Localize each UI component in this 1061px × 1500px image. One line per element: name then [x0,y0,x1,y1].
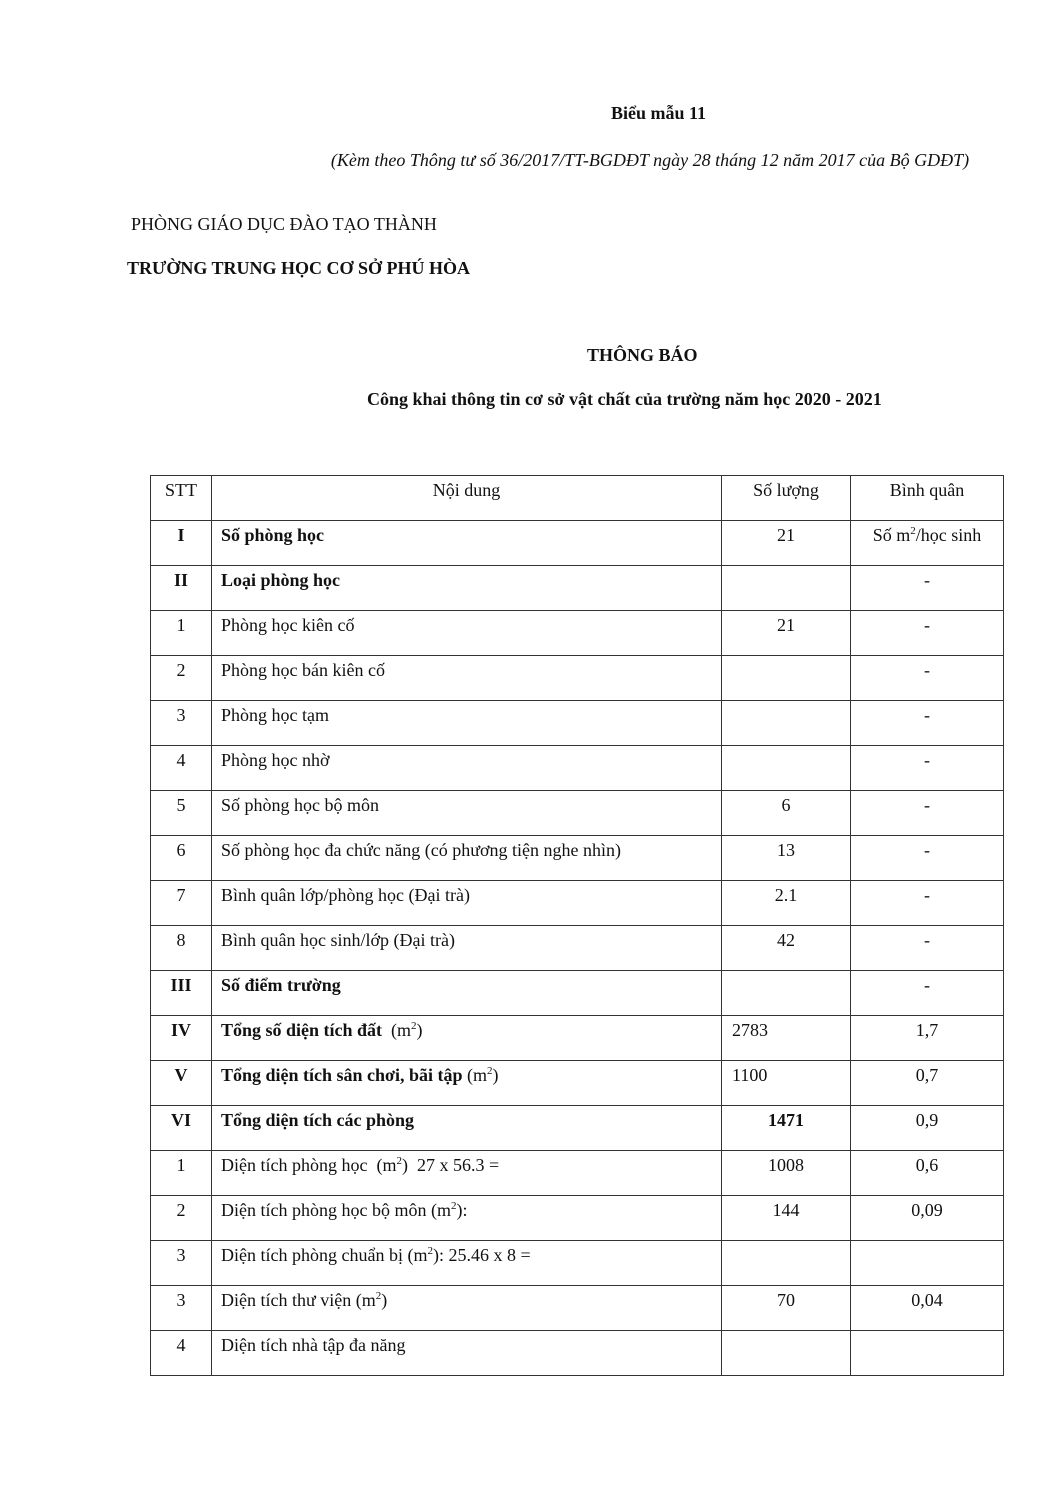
notice-title: THÔNG BÁO [587,345,698,365]
column-header-average: Bình quân [851,476,1004,521]
table-row [151,1241,1004,1286]
row-average: 0,9 [851,1106,1004,1151]
row-stt: 3 [151,701,212,746]
row-stt: 7 [151,881,212,926]
table-row [151,656,1004,701]
table-row [151,1286,1004,1331]
column-header-quantity: Số lượng [722,476,851,521]
row-quantity: 1100 [722,1061,851,1106]
row-content: Bình quân lớp/phòng học (Đại trà) [212,881,722,926]
row-stt: III [151,971,212,1016]
row-stt: 8 [151,926,212,971]
row-quantity: 13 [722,836,851,881]
row-average [851,1241,1004,1286]
row-quantity [722,971,851,1016]
department-name: PHÒNG GIÁO DỤC ĐÀO TẠO THÀNH [131,214,437,234]
row-average: 1,7 [851,1016,1004,1061]
table-row [151,1196,1004,1241]
row-quantity: 144 [722,1196,851,1241]
row-content: Tổng số diện tích đất $(m^2)$ [212,1016,722,1061]
row-stt: 2 [151,1196,212,1241]
row-stt: 1 [151,611,212,656]
row-content: Phòng học kiên cố [212,611,722,656]
row-stt: IV [151,1016,212,1061]
table-row [151,791,1004,836]
row-quantity: 21 [722,521,851,566]
row-content: Số phòng học đa chức năng (có phương tiện nghe nhìn) [212,836,722,881]
table-row [151,611,1004,656]
column-header-content: Nội dung [212,476,722,521]
row-average: 0,04 [851,1286,1004,1331]
row-average: - [851,881,1004,926]
row-content: Diện tích phòng học bộ môn $(m^2)$: [212,1196,722,1241]
row-average: - [851,566,1004,611]
row-stt: 3 [151,1286,212,1331]
row-quantity: 6 [722,791,851,836]
row-content: Số phòng học [212,521,722,566]
row-stt: V [151,1061,212,1106]
row-average: - [851,791,1004,836]
row-average: - [851,701,1004,746]
table-row [151,1106,1004,1151]
row-average [851,1331,1004,1376]
row-stt: 4 [151,746,212,791]
table-row [151,881,1004,926]
row-content: Loại phòng học [212,566,722,611]
row-quantity: 1471 [722,1106,851,1151]
row-stt: 6 [151,836,212,881]
table-row [151,701,1004,746]
row-quantity [722,1241,851,1286]
table-row [151,521,1004,566]
table-header-row [151,476,1004,521]
row-stt: I [151,521,212,566]
form-title: Biểu mẫu 11 [611,103,707,123]
row-quantity [722,656,851,701]
row-quantity: 21 [722,611,851,656]
row-quantity: 2.1 [722,881,851,926]
row-stt: 4 [151,1331,212,1376]
row-content: Phòng học nhờ [212,746,722,791]
table-row [151,836,1004,881]
row-content: Tổng diện tích các phòng [212,1106,722,1151]
row-quantity: 70 [722,1286,851,1331]
row-average: 0,6 [851,1151,1004,1196]
row-content: Diện tích phòng học $(m^2)$ 27 x 56.3 = [212,1151,722,1196]
table-row [151,971,1004,1016]
row-quantity: 42 [722,926,851,971]
row-stt: II [151,566,212,611]
row-content: Phòng học bán kiên cố [212,656,722,701]
row-average: - [851,926,1004,971]
row-stt: 1 [151,1151,212,1196]
row-stt: 3 [151,1241,212,1286]
row-content: Số điểm trường [212,971,722,1016]
row-quantity: 1008 [722,1151,851,1196]
row-content: Tổng diện tích sân chơi, bãi tập $(m^2)$ [212,1061,722,1106]
school-name: TRƯỜNG TRUNG HỌC CƠ SỞ PHÚ HÒA [127,258,471,278]
row-stt: 5 [151,791,212,836]
column-header-stt: STT [151,476,212,521]
row-content: Số phòng học bộ môn [212,791,722,836]
row-content: Phòng học tạm [212,701,722,746]
row-content: Bình quân học sinh/lớp (Đại trà) [212,926,722,971]
row-stt: VI [151,1106,212,1151]
row-average: - [851,656,1004,701]
row-average: 0,09 [851,1196,1004,1241]
form-reference: (Kèm theo Thông tư số 36/2017/TT-BGDĐT ngày 28 tháng 12 năm 2017 của Bộ GDĐT) [330,150,970,170]
notice-subtitle: Công khai thông tin cơ sở vật chất của trường năm học 2020 - 2021 [367,389,882,409]
row-content: Diện tích phòng chuẩn bị $(m^2)$: 25.46 x 8 = [212,1241,722,1286]
row-average: Số $m^2$/học sinh [851,521,1004,566]
row-stt: 2 [151,656,212,701]
table-row [151,566,1004,611]
row-quantity: 2783 [722,1016,851,1061]
table-row [151,746,1004,791]
row-quantity [722,746,851,791]
table-row [151,1061,1004,1106]
row-content: Diện tích thư viện $(m^2)$ [212,1286,722,1331]
table-row [151,926,1004,971]
row-quantity [722,1331,851,1376]
row-average: - [851,836,1004,881]
table-row [151,1331,1004,1376]
table-row [151,1016,1004,1061]
table-row [151,1151,1004,1196]
row-content: Diện tích nhà tập đa năng [212,1331,722,1376]
row-average: - [851,746,1004,791]
row-average: 0,7 [851,1061,1004,1106]
row-average: - [851,611,1004,656]
row-average: - [851,971,1004,1016]
facility-table [150,475,1004,1376]
row-quantity [722,566,851,611]
row-quantity [722,701,851,746]
